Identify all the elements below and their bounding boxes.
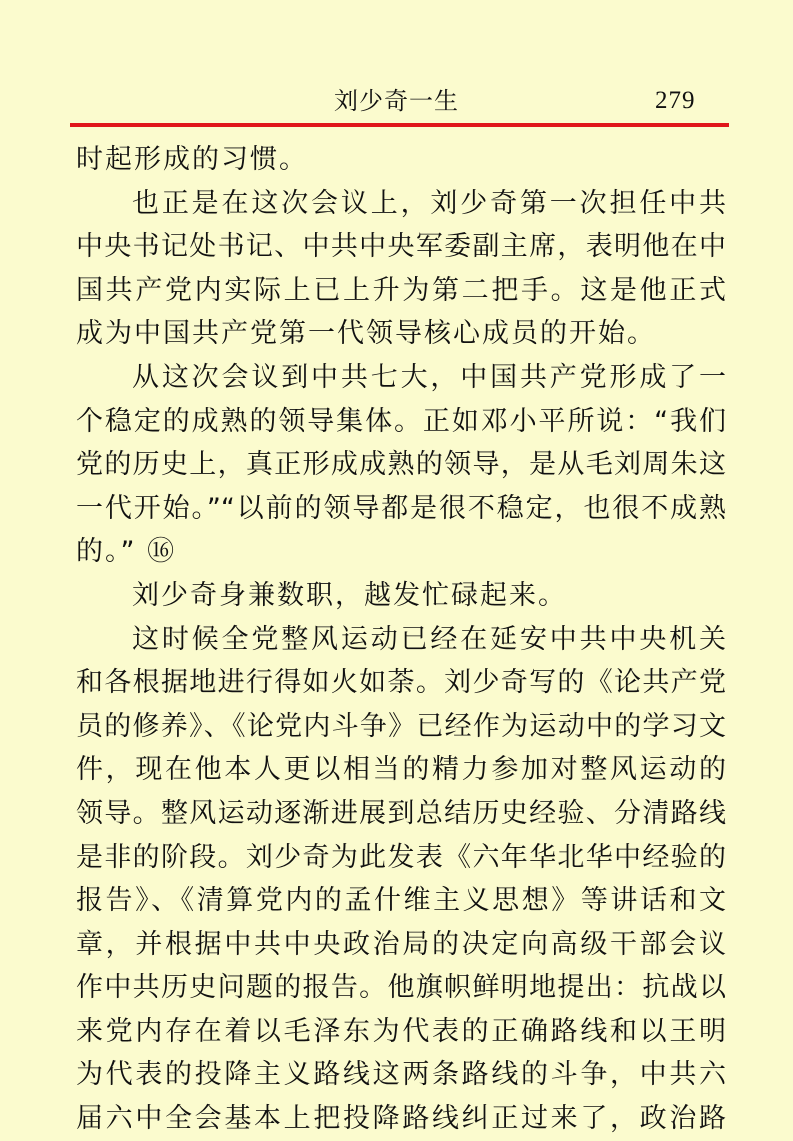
- header-rule: [70, 123, 729, 127]
- book-title: 刘少奇一生: [334, 87, 459, 115]
- text-line: 来党内存在着以毛泽东为代表的正确路线和以王明: [76, 1015, 726, 1047]
- text-line: 和各根据地进行得如火如荼。刘少奇写的《论共产党: [76, 667, 726, 699]
- text-line: 届六中全会基本上把投降路线纠正过来了，政治路: [76, 1103, 726, 1135]
- text-line: 作中共历史问题的报告。他旗帜鲜明地提出：抗战以: [76, 972, 726, 1004]
- text-line: 件，现在他本人更以相当的精力参加对整风运动的: [76, 754, 726, 786]
- text-line: 也正是在这次会议上，刘少奇第一次担任中共: [132, 187, 726, 219]
- text-line: 中央书记处书记、中共中央军委副主席，表明他在中: [76, 231, 726, 263]
- text-line: 成为中国共产党第一代领导核心成员的开始。: [76, 318, 656, 350]
- text-line: 报告》、《清算党内的孟什维主义思想》等讲话和文: [76, 885, 726, 917]
- text-line: 的。” ⑯: [76, 536, 177, 568]
- text-line: 领导。整风运动逐渐进展到总结历史经验、分清路线: [76, 797, 726, 829]
- text-line: 员的修养》、《论党内斗争》已经作为运动中的学习文: [76, 710, 726, 742]
- text-line: 刘少奇身兼数职，越发忙碌起来。: [132, 579, 567, 611]
- page-number: 279: [655, 87, 696, 114]
- text-line: 个稳定的成熟的领导集体。正如邓小平所说：“我们: [76, 405, 726, 437]
- text-line: 是非的阶段。刘少奇为此发表《六年华北华中经验的: [76, 841, 726, 873]
- text-line: 时起形成的习惯。: [76, 144, 308, 175]
- page-body: [76, 138, 726, 1141]
- text-line: 一代开始。”“以前的领导都是很不稳定，也很不成熟: [76, 492, 726, 524]
- text-line: 国共产党内实际上已上升为第二把手。这是他正式: [76, 274, 726, 306]
- footer-scan-marks: [300, 1100, 490, 1112]
- text-line: 章，并根据中共中央政治局的决定向高级干部会议: [76, 928, 726, 960]
- text-line: 党的历史上，真正形成成熟的领导，是从毛刘周朱这: [76, 449, 726, 481]
- text-line: 从这次会议到中共七大，中国共产党形成了一: [132, 361, 726, 393]
- text-line: 这时候全党整风运动已经在延安中共中央机关: [132, 623, 726, 655]
- text-line: 为代表的投降主义路线这两条路线的斗争，中共六: [76, 1059, 726, 1091]
